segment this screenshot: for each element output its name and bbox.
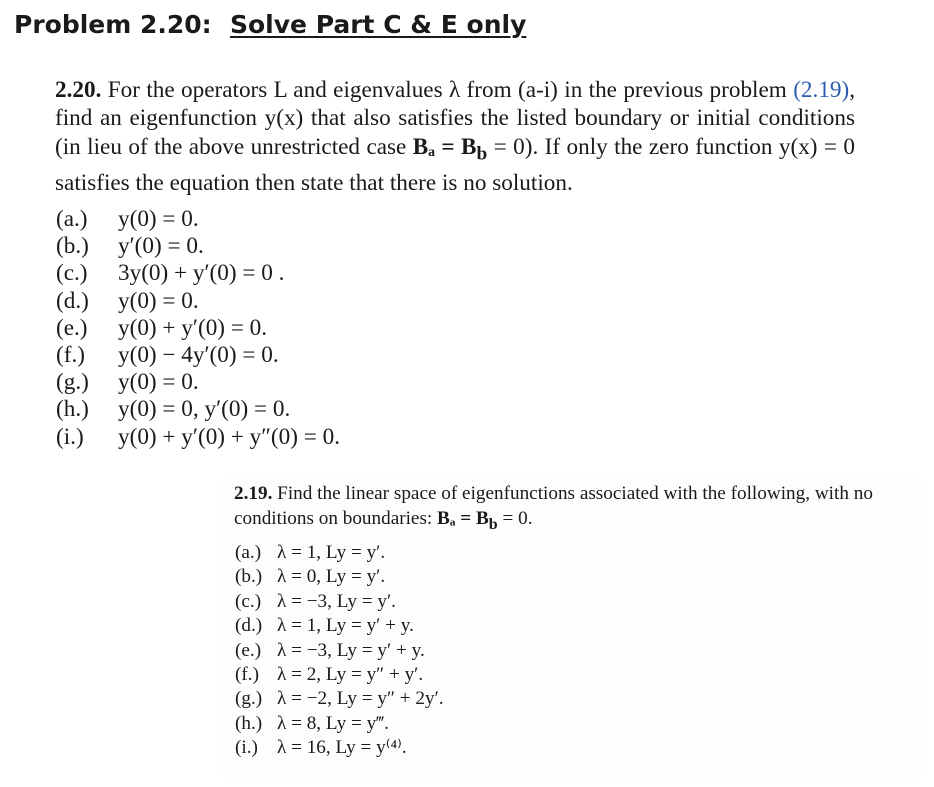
- problem-number: 2.19.: [234, 483, 273, 504]
- problem-reference-link[interactable]: (2.19): [793, 77, 850, 103]
- list-item: (h.) λ = 8, Ly = y‴.: [235, 712, 389, 734]
- list-item: (d.) y(0) = 0.: [56, 287, 199, 314]
- statement-part-3: = 0). If only the zero function y(x) = 0 satisfies the equation then state that there is no solution.: [55, 133, 855, 196]
- list-item: (a.) λ = 1, Ly = y′.: [235, 542, 386, 563]
- problem-2-20: [55, 76, 855, 197]
- boundary-operator-b-sub: b: [488, 515, 498, 533]
- problem-number: 2.20.: [55, 77, 102, 103]
- statement-part-2: = 0.: [497, 507, 533, 529]
- list-item: (d.) λ = 1, Ly = y′ + y.: [235, 615, 414, 637]
- problem-title: Problem 2.20:: [14, 10, 212, 39]
- boundary-operator-a: Bₐ = B: [437, 507, 489, 529]
- list-item: (a.) y(0) = 0.: [56, 206, 199, 232]
- list-item: (b.) y′(0) = 0.: [56, 233, 204, 260]
- boundary-operator-b-sub: b: [476, 143, 488, 165]
- page-header: [14, 10, 527, 39]
- list-item: (f.) y(0) − 4y′(0) = 0.: [56, 342, 279, 369]
- list-item: (e.) λ = −3, Ly = y′ + y.: [235, 639, 425, 661]
- statement-part-2: , find an eigenfunction y(x) that also satisfies the listed boundary or initial conditions (in lieu of the above unrestricted case: [55, 77, 856, 160]
- instruction-text: Solve Part C & E only: [230, 10, 527, 39]
- list-item: (b.) λ = 0, Ly = y′.: [235, 566, 386, 588]
- list-item: (i.) λ = 16, Ly = y⁽⁴⁾.: [235, 737, 407, 759]
- list-item: (c.) λ = −3, Ly = y′.: [235, 590, 396, 612]
- boundary-operator-a: Bₐ = B: [412, 133, 477, 160]
- problem-2-19-statement: [234, 482, 914, 537]
- list-item: (g.) y(0) = 0.: [56, 369, 199, 396]
- list-item: (i.) y(0) + y′(0) + y″(0) = 0.: [56, 423, 341, 450]
- problem-2-19-excerpt: [222, 478, 922, 778]
- statement-part-1: Find the linear space of eigenfunctions associated with the following, with no conditions on boundaries:: [234, 483, 873, 529]
- list-item: (g.) λ = −2, Ly = y″ + 2y′.: [235, 688, 444, 710]
- problem-2-20-statement: [55, 76, 855, 197]
- conditions-list: [56, 206, 340, 451]
- statement-part-1: For the operators L and eigenvalues λ from (a-i) in the previous problem: [107, 77, 787, 103]
- list-item: (f.) λ = 2, Ly = y″ + y′.: [235, 664, 424, 686]
- list-item: (c.) 3y(0) + y′(0) = 0 .: [56, 260, 285, 287]
- operators-list: [235, 541, 444, 761]
- list-item: (e.) y(0) + y′(0) = 0.: [56, 314, 268, 341]
- list-item: (h.) y(0) = 0, y′(0) = 0.: [56, 396, 291, 423]
